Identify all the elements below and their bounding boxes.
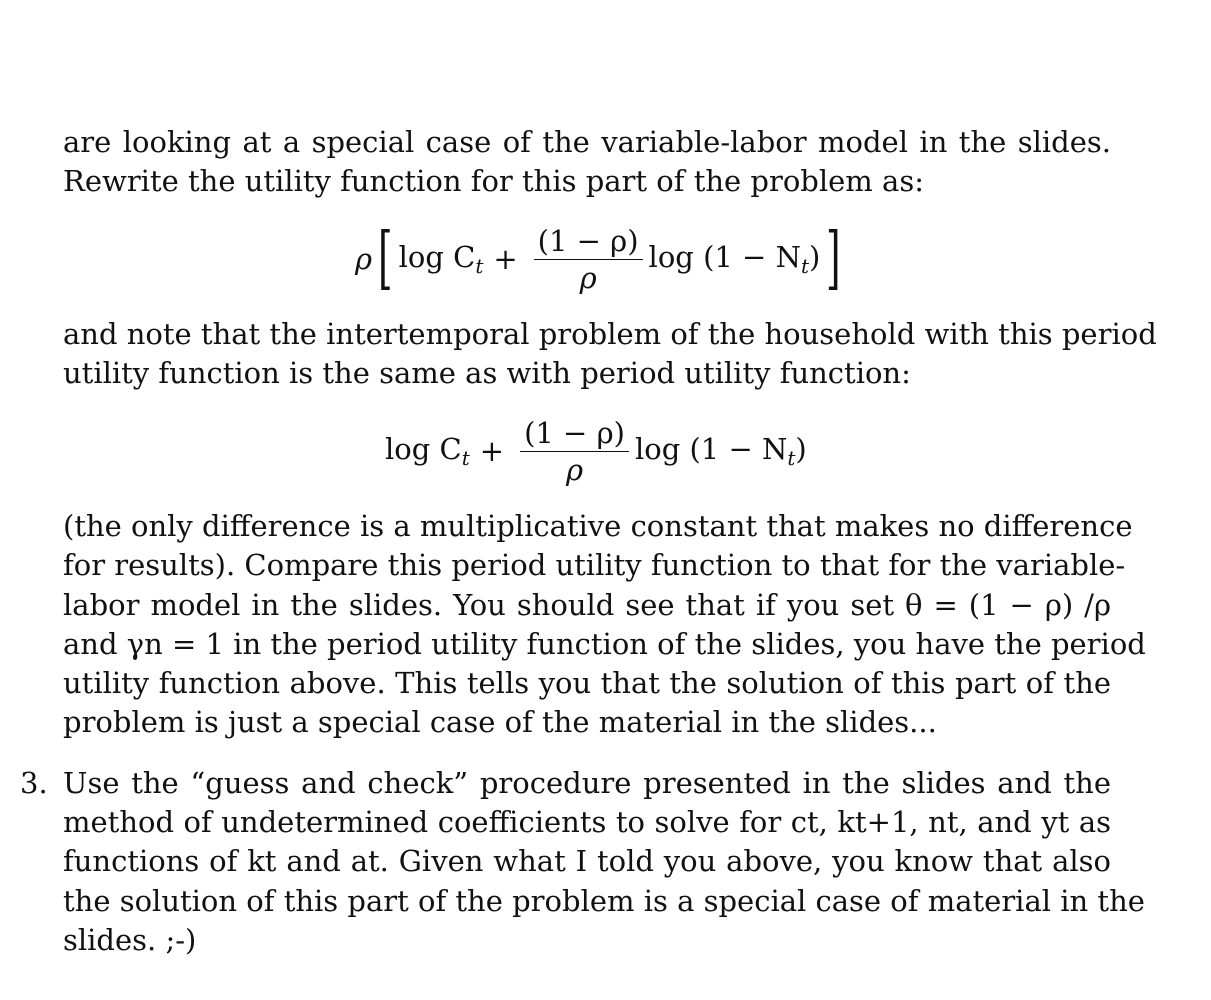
equation-period-utility (385, 410, 807, 492)
paragraph2-line2: utility function is the same as with period utility function: (63, 356, 911, 390)
paragraph3-line6: problem is just a special case of the material in the slides... (63, 705, 937, 739)
item3-line1: Use the “guess and check” procedure presented in the slides and the (63, 766, 1111, 800)
log-leisure-close: ) (795, 432, 807, 466)
item3-line4: the solution of this part of the problem is a special case of material in the (63, 884, 1145, 918)
item3-line3: functions of kt and at. Given what I told you above, you know that also (63, 844, 1111, 878)
log-leisure-term (635, 432, 807, 470)
close-bracket: ] (826, 219, 841, 298)
fraction-numerator: (1 − ρ) (534, 223, 643, 260)
item3-line2: method of undetermined coefficients to solve for ct, kt+1, nt, and yt as (63, 805, 1111, 839)
log-c-term (399, 240, 484, 278)
log-leisure-term (649, 240, 821, 278)
log-leisure-text: log (1 − N (648, 240, 801, 274)
paragraph1-line2: Rewrite the utility function for this part of the problem as: (63, 164, 924, 198)
log-c-subscript: t (475, 254, 484, 278)
paragraph3-line1: (the only difference is a multiplicative constant that makes no difference (63, 509, 1133, 543)
open-bracket: [ (378, 219, 393, 298)
log-c-term (385, 432, 470, 470)
plus-sign: + (493, 242, 518, 276)
log-leisure-close: ) (809, 240, 821, 274)
paragraph3-line2: for results). Compare this period utility function to that for the variable- (63, 548, 1126, 582)
log-leisure-text: log (1 − N (634, 432, 788, 466)
fraction (534, 223, 643, 296)
fraction-denominator: ρ (579, 260, 597, 295)
paragraph2-line1: and note that the intertemporal problem of the household with this period (63, 317, 1157, 351)
equation-scaled-utility (355, 218, 847, 300)
paragraph3-line5: utility function above. This tells you that the solution of this part of the (63, 666, 1111, 700)
log-c-subscript: t (461, 446, 470, 470)
plus-sign: + (479, 434, 505, 468)
paragraph3-line3: labor model in the slides. You should see that if you set θ = (1 − ρ) /ρ (63, 588, 1111, 622)
fraction-numerator: (1 − ρ) (520, 415, 629, 452)
fraction (520, 415, 629, 488)
log-c-text: log C (398, 240, 476, 274)
paragraph1-line1: are looking at a special case of the variable-labor model in the slides. (63, 125, 1111, 159)
log-leisure-subscript: t (800, 254, 809, 278)
paragraph3-line4: and γn = 1 in the period utility function of the slides, you have the period (63, 627, 1146, 661)
item-number: 3. (20, 766, 48, 800)
fraction-denominator: ρ (565, 452, 584, 487)
rho-prefix: ρ (355, 242, 373, 276)
log-leisure-subscript: t (787, 446, 796, 470)
log-c-text: log C (385, 432, 462, 466)
item3-line5: slides. ;-) (63, 923, 197, 957)
